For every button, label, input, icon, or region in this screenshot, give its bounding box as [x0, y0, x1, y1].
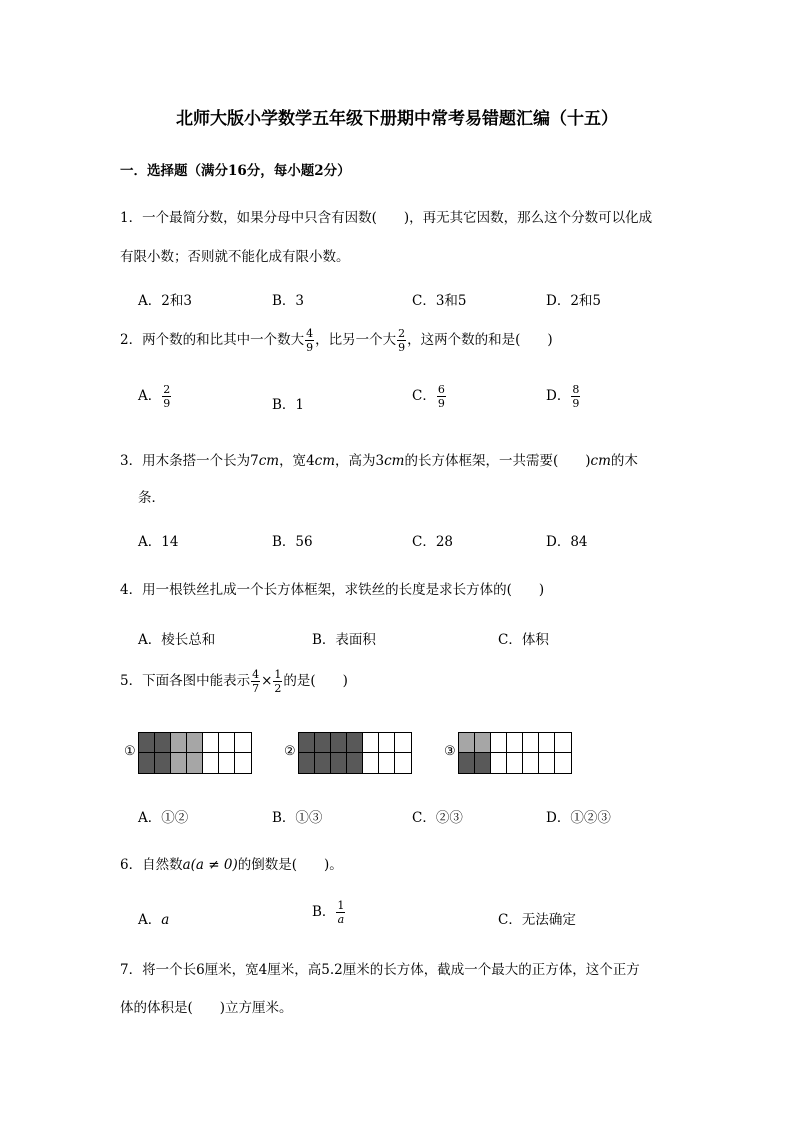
figure-cell [459, 753, 475, 773]
option-5d[interactable]: D．①②③ [546, 810, 611, 826]
question-3: 3．用木条搭一个长为7cm，宽4cm，高为3cm的长方体框架，一共需要( )cm的木 [120, 453, 638, 469]
option-1a[interactable]: A．2和3 [138, 293, 192, 309]
figure-cell [491, 753, 507, 773]
question-3-line2: 条． [138, 490, 165, 506]
question-text: ，比另一个大 [315, 332, 397, 348]
question-4: 4．用一根铁丝扎成一个长方体框架，求铁丝的长度是求长方体的( ) [120, 582, 545, 598]
option-1b[interactable]: B．3 [272, 293, 305, 309]
question-text: 一个最简分数，如果分母中只含有因数( )，再无其它因数，那么这个分数可以化成 [142, 210, 653, 226]
figure-cell [219, 733, 235, 753]
option-4c[interactable]: C．体积 [498, 632, 549, 648]
figure-cell [155, 733, 171, 753]
figure-cell [491, 733, 507, 753]
option-3a[interactable]: A．14 [138, 534, 179, 550]
figure-label: ① [124, 744, 136, 759]
option-5b[interactable]: B．①③ [272, 810, 323, 826]
figure-cell [203, 733, 219, 753]
option-4a[interactable]: A．棱长总和 [138, 632, 216, 648]
figure-cell [315, 733, 331, 753]
option-2d[interactable]: D． $\frac{8}{9}$ [546, 383, 580, 410]
figure-cell [203, 753, 219, 773]
option-6a[interactable]: A．a [138, 912, 170, 928]
fraction: $\frac{2}{9}$ [398, 327, 406, 354]
question-number: 2． [120, 332, 143, 348]
option-3c[interactable]: C．28 [412, 534, 454, 550]
figure-cell [379, 753, 395, 773]
question-number: 1． [120, 210, 143, 226]
question-1 [120, 206, 652, 226]
figure-label: ③ [444, 744, 456, 759]
figure-grid [458, 732, 572, 774]
figure-cell [187, 753, 203, 773]
figure-cell [475, 753, 491, 773]
figure-cell [139, 753, 155, 773]
figure-cell [555, 753, 571, 773]
question-7: 7．将一个长6厘米，宽4厘米，高5.2厘米的长方体，截成一个最大的正方体，这个正方 [120, 962, 640, 978]
option-3d[interactable]: D．84 [546, 534, 588, 550]
figure-cell [347, 753, 363, 773]
option-4b[interactable]: B．表面积 [312, 632, 376, 648]
figure-grid [138, 732, 252, 774]
figure-cell [395, 733, 411, 753]
question-text: ，这两个数的和是( ) [407, 332, 553, 348]
figure-cell [235, 733, 251, 753]
figure-cell [539, 733, 555, 753]
figure-cell [139, 733, 155, 753]
figure-cell [331, 733, 347, 753]
figure-cell [235, 753, 251, 773]
option-2b[interactable]: B．1 [272, 397, 305, 413]
option-2a[interactable]: A． $\frac{2}{9}$ [138, 383, 171, 410]
option-5a[interactable]: A．①② [138, 810, 189, 826]
figure-cell [347, 733, 363, 753]
figure-label: ② [284, 744, 296, 759]
option-6b[interactable]: B． $\frac{1}{a}$ [312, 899, 345, 926]
fraction: $\frac{4}{9}$ [306, 327, 314, 354]
figure-cell [299, 753, 315, 773]
option-3b[interactable]: B．56 [272, 534, 313, 550]
figure-cell [507, 753, 523, 773]
figure-cell [171, 733, 187, 753]
figure-cell [507, 733, 523, 753]
figure-cell [219, 753, 235, 773]
figure-cell [363, 753, 379, 773]
figure-cell [555, 733, 571, 753]
figure-grid [298, 732, 412, 774]
figure-cell [395, 753, 411, 773]
question-6: 6．自然数a(a ≠ 0)的倒数是( )。 [120, 857, 343, 873]
page-title: 北师大版小学数学五年级下册期中常考易错题汇编（十五） [176, 109, 618, 129]
option-6c[interactable]: C．无法确定 [498, 912, 576, 928]
figure-cell [331, 753, 347, 773]
option-1d[interactable]: D．2和5 [546, 293, 602, 309]
figure-cell [363, 733, 379, 753]
figure-cell [379, 733, 395, 753]
figure-cell [187, 733, 203, 753]
question-1-line2: 有限小数；否则就不能化成有限小数。 [120, 249, 350, 265]
figure-cell [315, 753, 331, 773]
option-2c[interactable]: C． $\frac{6}{9}$ [412, 383, 445, 410]
figure-cell [155, 753, 171, 773]
question-text: 两个数的和比其中一个数大 [142, 332, 305, 348]
option-1c[interactable]: C．3和5 [412, 293, 467, 309]
figure-cell [539, 753, 555, 773]
section-heading: 一．选择题（满分16分，每小题2分） [120, 163, 351, 179]
question-2 [120, 328, 553, 353]
figure-cell [523, 753, 539, 773]
option-5c[interactable]: C．②③ [412, 810, 463, 826]
figure-cell [523, 733, 539, 753]
figure-cell [171, 753, 187, 773]
question-5: 5．下面各图中能表示 $\frac{4}{7}$ × $\frac{1}{2}$ 的是( ) [120, 668, 348, 695]
question-7-line2: 体的体积是( )立方厘米。 [120, 1000, 293, 1016]
figure-cell [459, 733, 475, 753]
figure-cell [475, 733, 491, 753]
figure-cell [299, 733, 315, 753]
